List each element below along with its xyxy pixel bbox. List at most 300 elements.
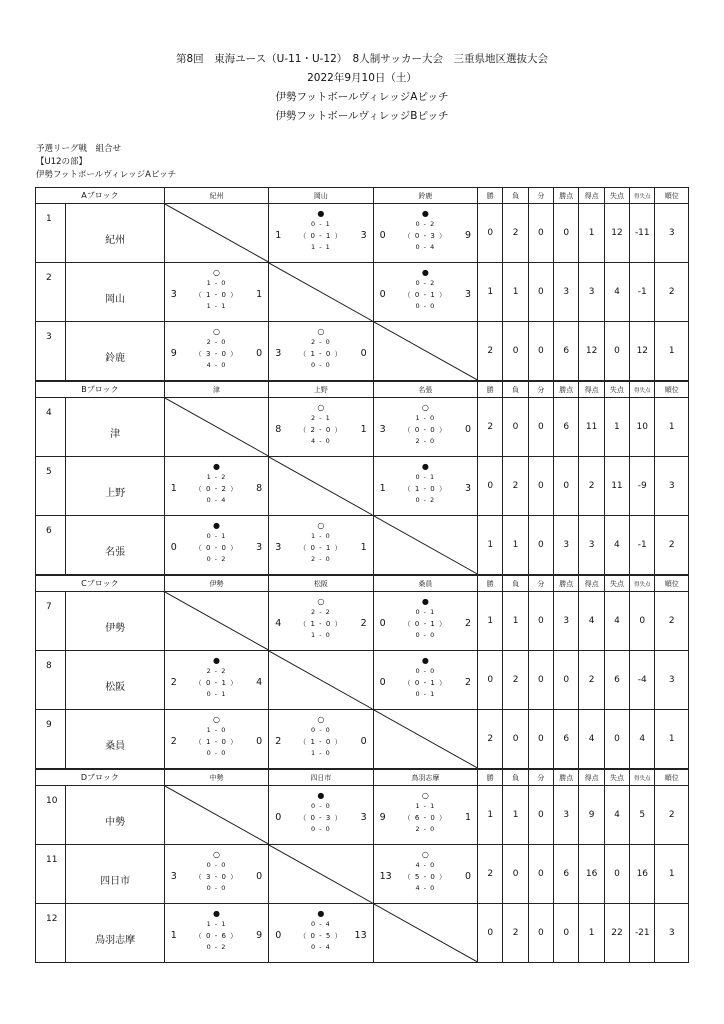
stat-value: 2: [478, 322, 503, 381]
diagonal-line: [374, 322, 477, 380]
opponent-header: 鈴鹿: [373, 188, 477, 204]
goals-against: 0: [256, 871, 263, 882]
first-half-score: 2 - 0: [206, 338, 227, 346]
stat-value: 0: [528, 204, 553, 263]
stat-header: 勝: [478, 382, 503, 398]
stat-header: 順位: [655, 576, 689, 592]
stat-value: 0: [528, 845, 553, 904]
stat-value: 1: [579, 904, 604, 963]
opponent-header: 名張: [373, 382, 477, 398]
team-number: 11: [36, 845, 66, 904]
match-result: [269, 710, 373, 769]
extra-score: （ 0 - 1 ）: [299, 232, 343, 240]
team-row: [36, 204, 689, 263]
first-half-score: 4 - 0: [415, 861, 436, 869]
stat-value: 3: [554, 786, 579, 845]
loss-mark-icon: ●: [421, 462, 429, 471]
stat-value: 3: [554, 516, 579, 575]
stat-header: 負: [503, 188, 528, 204]
stat-header: 順位: [655, 382, 689, 398]
team-row: [36, 786, 689, 845]
first-half-score: 0 - 1: [415, 608, 436, 616]
self-cell: [269, 651, 373, 710]
stat-value: 2: [655, 263, 689, 322]
second-half-score: 4 - 0: [415, 884, 436, 892]
goals-against: 3: [465, 289, 472, 300]
stat-value: 1: [503, 592, 528, 651]
goals-against: 3: [360, 230, 367, 241]
block-name: Cブロック: [36, 576, 165, 592]
first-half-score: 1 - 0: [311, 532, 331, 540]
first-half-score: 2 - 1: [311, 414, 331, 422]
stat-value: 16: [579, 845, 604, 904]
stat-value: 3: [655, 204, 689, 263]
second-half-score: 0 - 0: [415, 631, 436, 639]
stat-value: 4: [604, 263, 629, 322]
goals-for: 2: [275, 736, 282, 747]
stat-value: 0: [478, 204, 503, 263]
diagonal-line: [269, 263, 372, 321]
stat-value: 3: [655, 457, 689, 516]
goals-against: 4: [256, 677, 263, 688]
block-header-row: [36, 188, 689, 204]
match-result: [164, 263, 268, 322]
extra-score: （ 2 - 0 ）: [299, 426, 343, 434]
first-half-score: 2 - 0: [311, 338, 331, 346]
team-row: [36, 904, 689, 963]
stat-value: 2: [579, 457, 604, 516]
diagonal-line: [165, 786, 268, 844]
first-half-score: 1 - 0: [206, 279, 227, 287]
goals-against: 1: [360, 542, 367, 553]
stat-value: 2: [655, 592, 689, 651]
loss-mark-icon: ●: [421, 656, 429, 665]
win-mark-icon: ○: [212, 715, 220, 724]
second-half-score: 4 - 0: [311, 437, 331, 445]
win-mark-icon: ○: [421, 403, 429, 412]
stat-value: 2: [478, 710, 503, 769]
goals-for: 0: [275, 812, 282, 823]
team-name: 松阪: [66, 651, 164, 710]
team-row: [36, 592, 689, 651]
goals-against: 13: [354, 930, 367, 941]
goals-against: 9: [465, 230, 472, 241]
match-result: [164, 457, 268, 516]
stat-header: 分: [528, 770, 553, 786]
goals-against: 2: [465, 677, 472, 688]
goals-against: 3: [360, 812, 367, 823]
goals-against: 0: [360, 736, 367, 747]
diagonal-line: [374, 904, 477, 962]
stat-value: 3: [655, 651, 689, 710]
first-half-score: 1 - 0: [415, 414, 436, 422]
loss-mark-icon: ●: [421, 268, 429, 277]
self-cell: [164, 204, 268, 263]
second-half-score: 0 - 2: [206, 555, 227, 563]
stat-value: 0: [503, 322, 528, 381]
team-row: [36, 651, 689, 710]
stat-value: 0: [630, 592, 655, 651]
stat-value: 4: [630, 710, 655, 769]
diagonal-line: [374, 516, 477, 574]
stat-value: 2: [503, 904, 528, 963]
stat-value: 2: [478, 845, 503, 904]
extra-score: （ 1 - 0 ）: [403, 485, 447, 493]
stat-value: 1: [478, 786, 503, 845]
block-table: [35, 187, 689, 381]
stat-value: 0: [554, 457, 579, 516]
opponent-header: 岡山: [269, 188, 373, 204]
stat-value: 1: [478, 592, 503, 651]
goals-for: 9: [170, 348, 177, 359]
team-number: 10: [36, 786, 66, 845]
stat-value: 0: [503, 845, 528, 904]
match-result: [164, 651, 268, 710]
stat-value: 2: [579, 651, 604, 710]
match-result: [164, 710, 268, 769]
stat-header: 負: [503, 382, 528, 398]
stat-value: 6: [554, 845, 579, 904]
first-half-score: 0 - 0: [311, 802, 331, 810]
stat-value: 0: [604, 845, 629, 904]
team-name: 名張: [66, 516, 164, 575]
opponent-header: 鳥羽志摩: [373, 770, 477, 786]
goals-for: 2: [170, 736, 177, 747]
opponent-header: 松阪: [269, 576, 373, 592]
stat-header: 得失点: [630, 576, 655, 592]
extra-score: （ 1 - 0 ）: [194, 738, 239, 746]
goals-for: 1: [379, 483, 386, 494]
match-result: [373, 398, 477, 457]
stat-value: 3: [655, 904, 689, 963]
stat-value: 1: [655, 322, 689, 381]
stat-value: 4: [579, 592, 604, 651]
team-row: [36, 322, 689, 381]
stat-value: -9: [630, 457, 655, 516]
stat-value: 0: [528, 592, 553, 651]
goals-for: 1: [170, 483, 177, 494]
stat-value: -11: [630, 204, 655, 263]
block-table: [35, 381, 689, 575]
goals-against: 0: [360, 348, 367, 359]
opponent-header: 伊勢: [164, 576, 268, 592]
stat-value: 0: [528, 457, 553, 516]
stat-header: 得点: [579, 770, 604, 786]
opponent-header: 中勢: [164, 770, 268, 786]
goals-for: 2: [170, 677, 177, 688]
win-mark-icon: ○: [421, 791, 429, 800]
stat-value: -4: [630, 651, 655, 710]
stat-header: 順位: [655, 188, 689, 204]
diagonal-line: [165, 398, 268, 456]
diagonal-line: [165, 204, 268, 262]
stat-value: 11: [604, 457, 629, 516]
extra-score: （ 1 - 0 ）: [299, 350, 343, 358]
match-result: [269, 904, 373, 963]
extra-score: （ 3 - 0 ）: [194, 873, 239, 881]
goals-against: 1: [465, 812, 472, 823]
goals-against: 8: [256, 483, 263, 494]
extra-score: （ 0 - 5 ）: [299, 932, 343, 940]
match-result: [164, 516, 268, 575]
team-number: 7: [36, 592, 66, 651]
second-half-score: 0 - 1: [206, 690, 227, 698]
second-half-score: 1 - 1: [206, 302, 227, 310]
match-result: [269, 516, 373, 575]
second-half-score: 0 - 2: [415, 496, 436, 504]
stat-value: 12: [604, 204, 629, 263]
first-half-score: 1 - 1: [415, 802, 436, 810]
loss-mark-icon: ●: [317, 791, 325, 800]
stat-value: 22: [604, 904, 629, 963]
second-half-score: 0 - 0: [415, 302, 436, 310]
opponent-header: 津: [164, 382, 268, 398]
team-number: 4: [36, 398, 66, 457]
first-half-score: 2 - 2: [311, 608, 331, 616]
stat-header: 勝点: [554, 770, 579, 786]
win-mark-icon: ○: [212, 268, 220, 277]
stat-header: 勝点: [554, 188, 579, 204]
first-half-score: 0 - 1: [415, 473, 436, 481]
stat-value: 12: [630, 322, 655, 381]
second-half-score: 0 - 0: [311, 825, 331, 833]
stat-value: 1: [503, 516, 528, 575]
match-result: [164, 845, 268, 904]
stat-value: 0: [554, 904, 579, 963]
first-half-score: 0 - 0: [311, 726, 331, 734]
goals-against: 2: [360, 618, 367, 629]
goals-against: 3: [464, 483, 472, 494]
stat-header: 得失点: [630, 770, 655, 786]
block-header-row: [36, 382, 689, 398]
second-half-score: 2 - 0: [311, 555, 331, 563]
goals-against: 2: [465, 618, 472, 629]
extra-score: （ 1 - 0 ）: [194, 291, 239, 299]
match-result: [269, 592, 373, 651]
goals-for: 0: [379, 289, 386, 300]
team-row: [36, 457, 689, 516]
stat-value: 4: [604, 516, 629, 575]
second-half-score: 1 - 1: [311, 243, 331, 251]
stat-header: 得点: [579, 188, 604, 204]
team-row: [36, 845, 689, 904]
match-result: [373, 592, 477, 651]
goals-against: 1: [360, 424, 367, 435]
stat-value: 6: [554, 398, 579, 457]
win-mark-icon: ○: [317, 327, 325, 336]
match-result: [373, 845, 477, 904]
team-name: 岡山: [66, 263, 164, 322]
stat-value: 1: [478, 263, 503, 322]
team-name: 紀州: [66, 204, 164, 263]
second-half-score: 0 - 0: [311, 361, 331, 369]
stat-value: 11: [579, 398, 604, 457]
team-name: 中勢: [66, 786, 164, 845]
win-mark-icon: ○: [317, 597, 325, 606]
goals-for: 0: [379, 230, 386, 241]
stat-value: 3: [579, 263, 604, 322]
goals-for: 3: [170, 289, 177, 300]
win-mark-icon: ○: [317, 521, 325, 530]
team-number: 9: [36, 710, 66, 769]
stat-value: 10: [630, 398, 655, 457]
stat-value: 2: [655, 786, 689, 845]
match-result: [373, 651, 477, 710]
stat-value: 16: [630, 845, 655, 904]
team-number: 8: [36, 651, 66, 710]
diagonal-line: [269, 651, 372, 709]
team-row: [36, 710, 689, 769]
category-label: 【U12の部】: [36, 157, 88, 167]
stat-header: 勝: [478, 770, 503, 786]
goals-for: 1: [170, 930, 177, 941]
diagonal-line: [269, 457, 372, 515]
win-mark-icon: ○: [421, 850, 429, 859]
goals-for: 3: [275, 542, 282, 553]
self-cell: [164, 398, 268, 457]
stat-value: -1: [630, 263, 655, 322]
self-cell: [373, 904, 477, 963]
goals-for: 0: [170, 542, 177, 553]
stat-header: 失点: [604, 188, 629, 204]
goals-for: 3: [379, 424, 386, 435]
stat-header: 勝: [478, 576, 503, 592]
stat-header: 得点: [579, 576, 604, 592]
win-mark-icon: ○: [212, 327, 220, 336]
tournament-title: 第8回 東海ユース（U-11・U-12） 8人制サッカー大会 三重県地区選抜大会: [175, 53, 549, 65]
loss-mark-icon: ●: [212, 909, 220, 918]
opponent-header: 桑員: [373, 576, 477, 592]
stat-value: 0: [478, 904, 503, 963]
venue-a: 伊勢フットボールヴィレッジAピッチ: [275, 91, 449, 103]
stat-value: 1: [655, 398, 689, 457]
stat-value: 1: [579, 204, 604, 263]
diagonal-line: [374, 710, 477, 768]
second-half-score: 1 - 0: [311, 631, 331, 639]
stat-value: 0: [503, 710, 528, 769]
extra-score: （ 0 - 6 ）: [194, 932, 239, 940]
loss-mark-icon: ●: [212, 656, 220, 665]
team-name: 伊勢: [66, 592, 164, 651]
second-half-score: 0 - 4: [311, 943, 331, 951]
first-half-score: 0 - 1: [206, 532, 227, 540]
goals-for: 3: [170, 871, 177, 882]
stat-header: 勝: [478, 188, 503, 204]
second-half-score: 4 - 0: [206, 361, 227, 369]
goals-against: 9: [256, 930, 263, 941]
team-number: 3: [36, 322, 66, 381]
opponent-header: 上野: [269, 382, 373, 398]
stat-value: 2: [478, 398, 503, 457]
extra-score: （ 0 - 2 ）: [194, 485, 239, 493]
team-number: 2: [36, 263, 66, 322]
stat-value: 0: [604, 322, 629, 381]
self-cell: [373, 710, 477, 769]
first-half-score: 0 - 0: [415, 667, 436, 675]
team-name: 桑員: [66, 710, 164, 769]
extra-score: （ 0 - 3 ）: [403, 232, 448, 240]
match-result: [269, 786, 373, 845]
loss-mark-icon: ●: [421, 209, 429, 218]
stat-value: 0: [528, 516, 553, 575]
goals-for: 0: [379, 618, 386, 629]
second-half-score: 0 - 0: [206, 749, 227, 757]
stat-value: 2: [503, 204, 528, 263]
extra-score: （ 0 - 1 ）: [403, 291, 448, 299]
stat-value: 0: [528, 710, 553, 769]
stat-value: 4: [604, 786, 629, 845]
goals-against: 0: [465, 871, 472, 882]
stat-value: 1: [503, 263, 528, 322]
page-header: [0, 50, 724, 126]
second-half-score: 2 - 0: [415, 825, 436, 833]
block-name: Dブロック: [36, 770, 165, 786]
first-half-score: 1 - 2: [206, 473, 227, 481]
extra-score: （ 0 - 1 ）: [403, 679, 448, 687]
stat-header: 分: [528, 188, 553, 204]
stat-header: 勝点: [554, 576, 579, 592]
goals-against: 1: [256, 289, 263, 300]
first-half-score: 0 - 4: [311, 920, 331, 928]
stat-header: 勝点: [554, 382, 579, 398]
first-half-score: 0 - 2: [415, 279, 436, 287]
team-name: 津: [66, 398, 164, 457]
match-result: [373, 786, 477, 845]
stat-value: 0: [528, 786, 553, 845]
stat-header: 分: [528, 382, 553, 398]
match-result: [269, 398, 373, 457]
extra-score: （ 0 - 3 ）: [299, 814, 343, 822]
win-mark-icon: ○: [317, 403, 325, 412]
self-cell: [164, 786, 268, 845]
loss-mark-icon: ●: [421, 597, 429, 606]
match-result: [269, 204, 373, 263]
block-name: Aブロック: [36, 188, 165, 204]
goals-for: 4: [275, 618, 282, 629]
team-row: [36, 263, 689, 322]
block-table: [35, 769, 689, 963]
opponent-header: 紀州: [164, 188, 268, 204]
loss-mark-icon: ●: [212, 521, 220, 530]
second-half-score: 1 - 0: [311, 749, 331, 757]
stat-value: 0: [528, 651, 553, 710]
match-result: [373, 457, 477, 516]
first-half-score: 1 - 0: [206, 726, 227, 734]
block-table: [35, 575, 689, 769]
stat-value: 1: [604, 398, 629, 457]
self-cell: [269, 457, 373, 516]
extra-score: （ 5 - 0 ）: [403, 873, 448, 881]
team-row: [36, 398, 689, 457]
stat-header: 負: [503, 770, 528, 786]
stat-value: 1: [503, 786, 528, 845]
stat-value: 9: [579, 786, 604, 845]
stat-header: 失点: [604, 382, 629, 398]
stat-value: 4: [604, 592, 629, 651]
match-result: [164, 904, 268, 963]
block-header-row: [36, 770, 689, 786]
stat-value: 2: [655, 516, 689, 575]
first-half-score: 2 - 2: [206, 667, 227, 675]
venue-b: 伊勢フットボールヴィレッジBピッチ: [275, 110, 449, 122]
extra-score: （ 0 - 1 ）: [194, 679, 239, 687]
stat-value: 1: [478, 516, 503, 575]
goals-for: 0: [379, 677, 386, 688]
stat-value: 6: [604, 651, 629, 710]
self-cell: [269, 845, 373, 904]
stat-value: 0: [478, 651, 503, 710]
stat-value: 0: [528, 263, 553, 322]
